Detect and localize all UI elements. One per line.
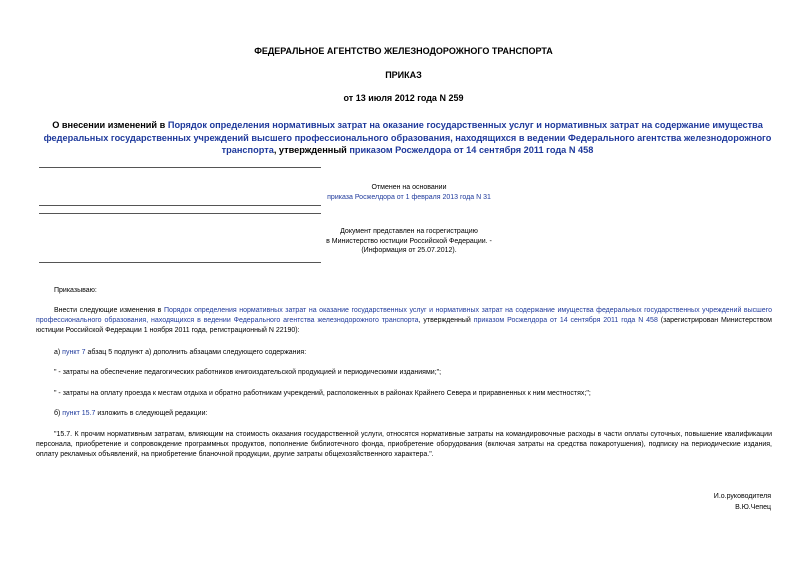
cancelled-note-text: Отменен на основании	[371, 184, 447, 191]
item-a	[36, 348, 772, 358]
divider	[39, 213, 321, 214]
registration-note-line: (Информация от 25.07.2012).	[361, 247, 457, 255]
item-b	[36, 409, 772, 419]
title-text-1: О внесении изменений в	[52, 120, 168, 130]
registration-note-line: в Министерство юстиции Российской Федерации. -	[326, 237, 492, 245]
signature-name: В.Ю.Чепец	[735, 503, 771, 511]
quote-2: " - затраты на оплату проезда к местам отдыха и обратно работникам учреждений, расположенных в районах Крайнего Севера и приравненных к ним местностях;";	[54, 390, 591, 397]
registration-note	[320, 227, 498, 256]
document-type: ПРИКАЗ	[385, 70, 422, 80]
title-link-order-458[interactable]: приказом Росжелдора от 14 сентября 2011 года N 458	[349, 145, 594, 155]
cancelled-note	[320, 183, 498, 202]
cancelled-note-link[interactable]: приказа Росжелдора от 1 февраля 2013 года N 31	[327, 193, 491, 201]
paragraph-text: Внести следующие изменения в	[54, 307, 164, 314]
document-date-number: от 13 июля 2012 года N 259	[343, 93, 464, 103]
link-order-458[interactable]: приказом Росжелдора от 14 сентября 2011 года N 458	[473, 317, 658, 325]
document-title	[40, 119, 775, 157]
registration-note-line: Документ представлен на госрегистрацию	[340, 228, 478, 235]
link-procedure[interactable]: Порядок определения нормативных затрат на оказание государственных услуг и нормативных затрат на содержание имущества федеральных государственных учреждений высшего профессионального образования, находящихся в ведении Федерального агентства железнодорожного транспорта	[36, 307, 772, 325]
paragraph-main	[36, 306, 772, 337]
item-b-text: изложить в следующей редакции:	[95, 410, 208, 417]
order-intro: Приказываю:	[54, 287, 97, 294]
item-a-text: абзац 5 подпункт а) дополнить абзацами следующего содержания:	[85, 349, 307, 356]
paragraph-text: (зарегистрирован Министерством юстиции Российской Федерации 1 ноября 2011 года, регистрационный N 22190):	[36, 317, 772, 335]
title-text-2: , утвержденный	[273, 145, 350, 155]
signature-block	[714, 492, 771, 513]
agency-name: ФЕДЕРАЛЬНОЕ АГЕНТСТВО ЖЕЛЕЗНОДОРОЖНОГО ТРАНСПОРТА	[254, 46, 553, 56]
signature-position: И.о.руководителя	[713, 493, 771, 500]
divider	[39, 167, 321, 168]
quote-3: "15.7. К прочим нормативным затратам, влияющим на стоимость оказания государственной услуги, относятся нормативные затраты на командировочные расходы в части оплаты суточных, повышение квалификации персонала, приобретение и сопровождение программных продуктов, пополнение библиотечного фонда, приобретение оборудования (включая затраты на средства пожаротушения), подписку на периодические издания, оплату рекламных объявлений, на приобретение бланочной продукции, другие затраты общехозяйственного характера.".	[36, 431, 772, 459]
quote-1: " - затраты на обеспечение педагогических работников книгоиздательской продукцией и периодическими изданиями;";	[54, 369, 442, 376]
item-a-prefix: а)	[54, 349, 63, 356]
divider	[39, 205, 321, 206]
divider	[39, 262, 321, 263]
link-item-7[interactable]: пункт 7	[62, 349, 86, 356]
item-b-prefix: б)	[54, 410, 63, 417]
title-link-procedure[interactable]: Порядок определения нормативных затрат на оказание государственных услуг и нормативных затрат на содержание имущества федеральных государственных учреждений высшего профессионального образования, находящихся в ведении Федерального агентства железнодорожного транспорта	[43, 120, 772, 155]
link-item-15-7[interactable]: пункт 15.7	[62, 410, 96, 417]
paragraph-text: , утвержденный	[418, 317, 474, 325]
